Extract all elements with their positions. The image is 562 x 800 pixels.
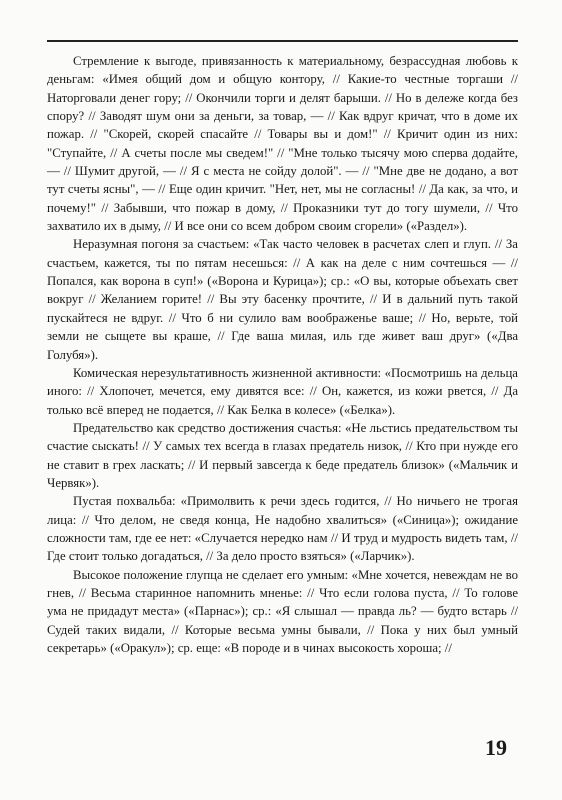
paragraph-greed: Стремление к выгоде, привязанность к материальному, безрассудная любовь к деньгам: «Имея общий дом и общую контору, // Какие-то честные торгаши // Наторговали денег гору; // Окончили торги и делят барыши. // Но в дележе когда без спору? // Заводят шум они за деньги, за товар, — // Как вдруг кричат, что в доме их пожар. // "Скорей, скорей спасайте // Товары вы и дом!" // Кричит один из них: "Ступайте, // А счеты после мы сведем!" // "Мне только тысячу мою сперва додайте, — // Шумит другой, — // Я с места не сойду долой". — // "Мне две не додано, а вот тут счеты ясны", — // Еще один кричит. "Нет, нет, мы не согласны! // Да как, за что, и почему!" // Забывши, что пожар в дому, // Проказники тут до тогу шумели, // Что захватило их в дыму, // И все они со всем добром своим сгорели» («Раздел»). — [47, 54, 518, 234]
paragraph-empty-boasting: Пустая похвальба: «Примолвить к речи здесь годится, // Но ничьего не трогая лица: // Что делом, не сведя конца, Не надобно хвалиться» («Синица»); ожидание сложности там, где ее нет: «Случается нередко нам // И труд и мудрость видеть там, // Где стоит только догадаться, // За дело просто взяться» («Ларчик»). — [47, 494, 518, 564]
body-text — [47, 52, 518, 657]
paragraph-betrayal: Предательство как средство достижения счастья: «Не льстись предательством ты счастие сыскать! // У самых тех всегда в глазах предатель низок, // Кто при нужде его не ставит в грех ласкать; // И первый завсегда к беде предатель близок» («Мальчик и Червяк»). — [47, 420, 518, 490]
page-number: 19 — [485, 735, 507, 760]
header-rule — [47, 40, 518, 42]
paragraph-pursuit-of-happiness: Неразумная погоня за счастьем: «Так часто человек в расчетах слеп и глуп. // За счастьем, кажется, ты по пятам несешься: // А как на деле с ним сочтешься — // Попался, как ворона в суп!» («Ворона и Курица»); ср.: «О вы, которые объехать свет вокруг // Желанием горите! // Вы эту басенку прочтите, // И в дальний путь такой пускайтеся не вдруг. // Что б ни сулило вам воображенье ваше; // Но, верьте, той земли не сыщете вы краше, // Где ваша милая, иль где живет ваш друг» («Два Голубя»). — [47, 237, 518, 362]
paragraph-high-rank-fool: Высокое положение глупца не сделает его умным: «Мне хочется, невеждам не во гнев, // Весьма старинное напомнить мненье: // Что если голова пуста, // То голове ума не придадут места» («Парнас»); ср.: «Я слышал — правда ль? — будто встарь // Судей таких видали, // Которые весьма умны бывали, // Пока у них был умный секретарь» («Оракул»); ср. еще: «В породе и в чинах высокость хороша; // — [47, 567, 518, 655]
paragraph-futile-activity: Комическая нерезультативность жизненной активности: «Посмотришь на дельца иного: // Хлопочет, мечется, ему дивятся все: // Он, кажется, из кожи рвется, // Да только всё вперед не подается, // Как Белка в колесе» («Белка»). — [47, 365, 518, 417]
